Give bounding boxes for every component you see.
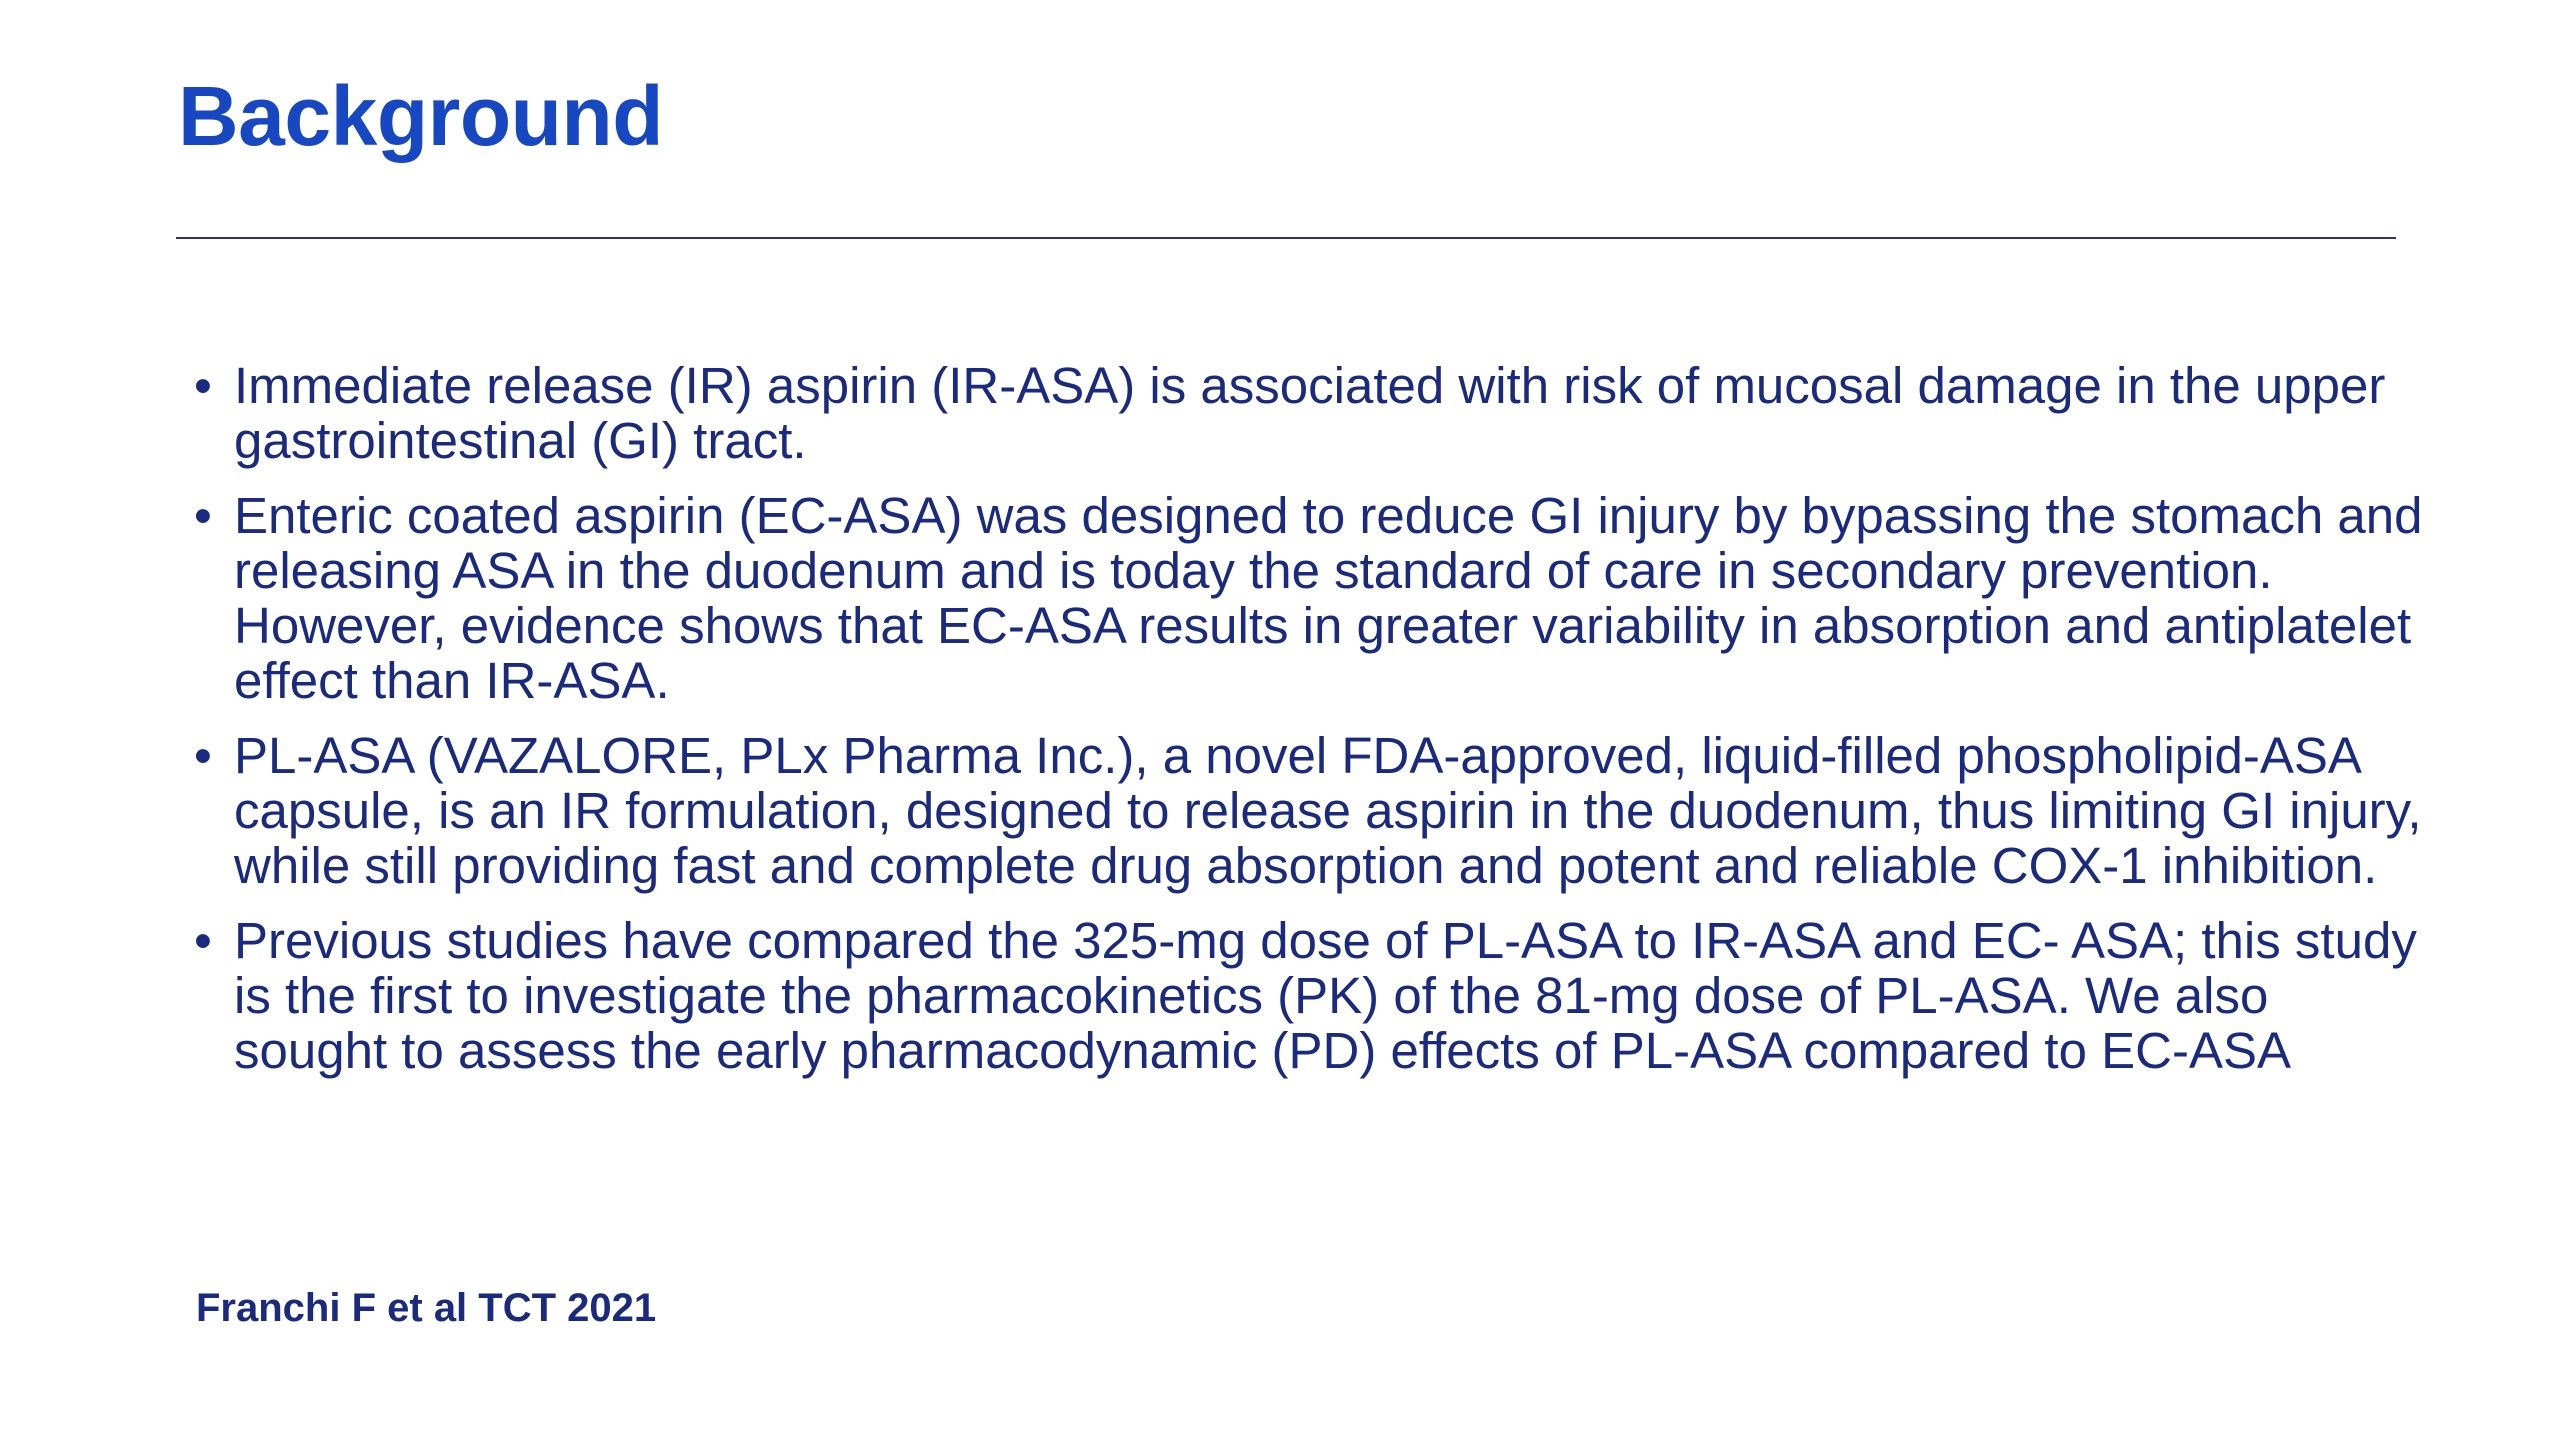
bullet-list xyxy=(194,358,2424,1098)
bullet-item-previous-studies xyxy=(194,913,2424,1078)
bullet-item-pl-asa xyxy=(194,728,2424,893)
bullet-text: Previous studies have compared the 325-mg dose of PL-ASA to IR-ASA and EC- ASA; this study is the first to investigate the pharmacokinetics (PK) of the 81-mg dose of PL-ASA. We also sought to assess the early pharmacodynamic (PD) effects of PL-ASA compared to EC-ASA xyxy=(234,912,2417,1079)
bullet-marker: • xyxy=(194,727,212,784)
bullet-text: PL-ASA (VAZALORE, PLx Pharma Inc.), a novel FDA-approved, liquid-filled phospholipid-ASA capsule, is an IR formulation, designed to release aspirin in the duodenum, thus limiting GI injury, while still providing fast and complete drug absorption and potent and reliable COX-1 inhibition. xyxy=(234,727,2422,894)
bullet-item-ir-asa xyxy=(194,358,2424,468)
bullet-marker: • xyxy=(194,487,212,544)
title-divider xyxy=(176,237,2396,239)
slide-title: Background xyxy=(178,69,664,163)
bullet-text: Enteric coated aspirin (EC-ASA) was designed to reduce GI injury by bypassing the stomach and releasing ASA in the duodenum and is today the standard of care in secondary prevention. However, evidence shows that EC-ASA results in greater variability in absorption and antiplatelet effect than IR-ASA. xyxy=(234,487,2423,709)
bullet-marker: • xyxy=(194,357,212,414)
bullet-marker: • xyxy=(194,912,212,969)
bullet-item-ec-asa xyxy=(194,488,2424,708)
bullet-text: Immediate release (IR) aspirin (IR-ASA) is associated with risk of mucosal damage in the upper gastrointestinal (GI) tract. xyxy=(234,357,2386,469)
citation: Franchi F et al TCT 2021 xyxy=(196,1286,657,1330)
